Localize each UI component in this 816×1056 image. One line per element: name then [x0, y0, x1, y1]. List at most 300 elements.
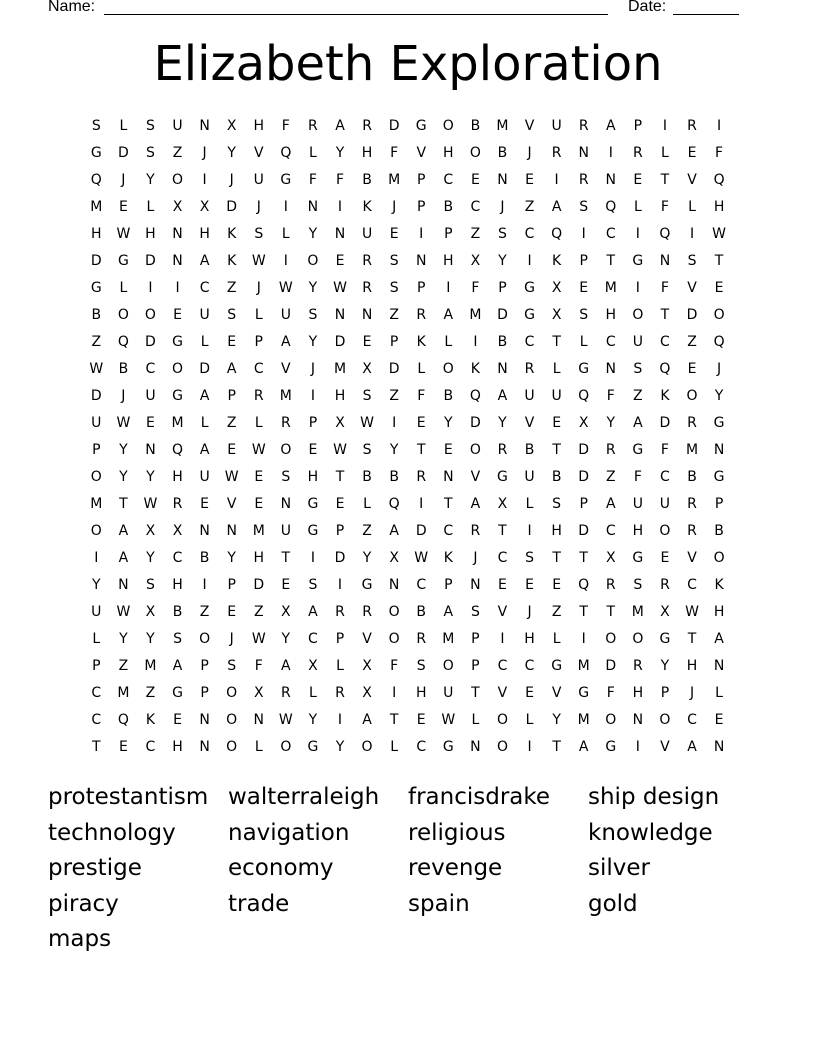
grid-letter: A [687, 739, 698, 755]
grid-letter: G [172, 334, 184, 350]
grid-letter: V [416, 145, 427, 161]
grid-letter: R [362, 118, 373, 134]
grid-letter: O [388, 604, 401, 620]
grid-letter: T [471, 685, 481, 701]
grid-letter: N [361, 307, 373, 323]
grid-letter: N [497, 172, 509, 188]
grid-letter: T [335, 469, 345, 485]
grid-letter: Y [362, 550, 372, 566]
grid-letter: F [606, 388, 616, 404]
grid-row [83, 194, 733, 221]
grid-letter: A [443, 307, 454, 323]
grid-row [83, 572, 733, 599]
grid-letter: C [253, 361, 265, 377]
grid-letter: S [146, 118, 156, 134]
grid-letter: Y [335, 145, 345, 161]
grid-letter: P [417, 199, 426, 215]
grid-letter: C [605, 523, 617, 539]
grid-letter: E [227, 334, 237, 350]
grid-letter: C [687, 712, 698, 728]
grid-letter: G [172, 388, 184, 404]
word-list-item: maps [48, 926, 112, 953]
grid-letter: D [388, 361, 401, 377]
grid-letter: Q [713, 334, 726, 350]
grid-letter: M [442, 631, 455, 647]
grid-letter: E [660, 550, 670, 566]
date-field-line[interactable] [673, 14, 739, 15]
grid-letter: H [443, 253, 455, 269]
grid-letter: K [227, 253, 237, 269]
grid-letter: B [389, 469, 400, 485]
grid-letter: A [605, 118, 617, 134]
grid-letter: O [713, 307, 726, 323]
grid-letter: O [388, 631, 401, 647]
grid-letter: R [687, 118, 698, 134]
grid-letter: H [199, 226, 211, 242]
grid-letter: A [172, 658, 183, 674]
grid-letter: P [660, 685, 670, 701]
grid-letter: U [172, 118, 184, 134]
grid-letter: O [172, 172, 184, 188]
grid-letter: I [310, 388, 316, 404]
grid-letter: I [283, 253, 289, 269]
grid-letter: B [362, 469, 373, 485]
grid-letter: Y [389, 442, 399, 458]
grid-letter: W [414, 550, 429, 566]
grid-letter: R [416, 469, 427, 485]
grid-letter: C [605, 226, 617, 242]
grid-letter: C [524, 226, 535, 242]
grid-letter: Y [146, 550, 156, 566]
grid-letter: H [524, 631, 536, 647]
grid-letter: T [660, 172, 670, 188]
grid-letter: T [416, 442, 426, 458]
grid-letter: W [116, 226, 131, 242]
grid-letter: L [633, 199, 643, 215]
grid-row [83, 302, 733, 329]
grid-letter: V [524, 415, 535, 431]
grid-letter: B [416, 604, 427, 620]
grid-letter: J [473, 550, 478, 566]
grid-letter: H [443, 145, 455, 161]
grid-letter: W [143, 496, 158, 512]
grid-letter: A [551, 199, 562, 215]
grid-letter: N [280, 496, 292, 512]
grid-letter: C [660, 469, 671, 485]
grid-letter: C [199, 280, 210, 296]
grid-letter: R [497, 442, 508, 458]
grid-letter: E [335, 496, 345, 512]
grid-letter: E [173, 307, 183, 323]
grid-letter: M [496, 118, 509, 134]
grid-letter: P [444, 226, 454, 242]
grid-letter: E [687, 361, 697, 377]
grid-letter: P [308, 415, 318, 431]
grid-letter: P [633, 118, 643, 134]
grid-letter: M [388, 172, 401, 188]
grid-letter: R [605, 577, 617, 593]
grid-letter: G [307, 496, 319, 512]
grid-letter: M [631, 604, 645, 620]
grid-letter: N [334, 226, 346, 242]
word-list-item: prestige [48, 855, 142, 882]
grid-letter: C [660, 334, 671, 350]
grid-row [83, 275, 733, 302]
grid-letter: W [441, 712, 456, 728]
grid-letter: Y [552, 712, 562, 728]
grid-letter: J [121, 172, 126, 188]
grid-letter: O [686, 388, 699, 404]
grid-letter: I [689, 226, 695, 242]
grid-letter: R [253, 388, 265, 404]
grid-letter: S [227, 658, 237, 674]
grid-letter: T [119, 496, 129, 512]
grid-letter: M [577, 658, 591, 674]
grid-letter: W [278, 712, 294, 728]
grid-letter: D [90, 388, 103, 404]
grid-letter: D [145, 253, 157, 269]
grid-letter: O [172, 361, 184, 377]
grid-letter: R [605, 442, 617, 458]
grid-letter: H [713, 199, 725, 215]
grid-letter: H [334, 388, 346, 404]
grid-letter: L [119, 118, 128, 134]
grid-letter: W [360, 415, 375, 431]
grid-letter: L [417, 361, 426, 377]
grid-letter: B [524, 442, 535, 458]
grid-letter: L [579, 334, 589, 350]
grid-letter: L [200, 415, 209, 431]
grid-letter: U [551, 118, 563, 134]
grid-letter: D [659, 415, 671, 431]
grid-letter: C [308, 631, 319, 647]
grid-letter: Y [308, 280, 318, 296]
grid-letter: Z [199, 604, 210, 620]
grid-letter: F [606, 685, 616, 701]
grid-letter: G [172, 685, 184, 701]
grid-letter: R [687, 496, 698, 512]
grid-letter: E [118, 199, 129, 215]
grid-letter: B [172, 604, 183, 620]
grid-letter: W [712, 226, 727, 242]
grid-letter: X [199, 199, 210, 215]
grid-letter: L [254, 415, 264, 431]
grid-letter: T [552, 334, 562, 350]
grid-letter: D [415, 523, 428, 539]
grid-letter: E [146, 415, 156, 431]
grid-letter: P [200, 685, 210, 701]
grid-letter: L [552, 361, 562, 377]
grid-letter: V [687, 172, 698, 188]
grid-letter: U [91, 604, 102, 620]
grid-letter: O [442, 658, 455, 674]
grid-letter: B [497, 145, 508, 161]
grid-letter: B [551, 469, 562, 485]
grid-letter: L [471, 712, 480, 728]
grid-letter: Z [389, 307, 400, 323]
grid-letter: J [527, 145, 533, 161]
grid-letter: I [94, 550, 99, 566]
grid-letter: D [226, 199, 238, 215]
word-list-item: religious [408, 819, 506, 846]
grid-letter: M [469, 307, 482, 323]
grid-letter: K [660, 388, 671, 404]
grid-letter: Y [119, 631, 129, 647]
grid-letter: R [416, 307, 427, 323]
grid-letter: Q [388, 496, 401, 512]
grid-letter: A [605, 496, 617, 512]
grid-letter: O [469, 145, 482, 161]
grid-letter: T [714, 253, 724, 269]
grid-letter: D [469, 415, 482, 431]
grid-letter: G [551, 658, 563, 674]
grid-row [83, 167, 733, 194]
grid-letter: F [335, 172, 345, 188]
grid-letter: E [227, 442, 237, 458]
grid-letter: U [524, 469, 536, 485]
grid-letter: Y [660, 658, 670, 674]
grid-letter: E [118, 739, 129, 755]
grid-letter: Q [713, 172, 726, 188]
grid-letter: G [632, 550, 644, 566]
grid-letter: J [310, 361, 316, 377]
grid-letter: X [605, 550, 617, 566]
grid-letter: K [416, 334, 427, 350]
grid-letter: E [525, 685, 535, 701]
grid-letter: Y [146, 469, 156, 485]
grid-letter: N [470, 577, 482, 593]
grid-letter: U [524, 388, 536, 404]
grid-letter: O [605, 712, 617, 728]
word-list-item: gold [588, 890, 638, 917]
grid-letter: O [632, 307, 644, 323]
grid-letter: S [389, 280, 400, 296]
grid-letter: O [307, 253, 319, 269]
grid-letter: S [687, 253, 697, 269]
name-field-line[interactable] [104, 14, 608, 15]
grid-letter: S [308, 307, 318, 323]
grid-letter: O [442, 361, 455, 377]
grid-letter: Q [117, 334, 130, 350]
grid-letter: Z [362, 523, 373, 539]
grid-letter: K [443, 550, 454, 566]
grid-letter: R [280, 685, 292, 701]
grid-letter: E [525, 172, 535, 188]
grid-letter: E [254, 469, 264, 485]
grid-letter: S [416, 658, 427, 674]
grid-letter: P [335, 523, 345, 539]
grid-letter: G [90, 280, 103, 296]
grid-letter: E [579, 280, 589, 296]
grid-letter: Z [524, 199, 535, 215]
grid-letter: Y [498, 253, 508, 269]
grid-letter: S [281, 469, 291, 485]
grid-letter: X [253, 685, 265, 701]
grid-letter: S [498, 226, 508, 242]
grid-letter: R [362, 253, 373, 269]
grid-letter: A [362, 712, 373, 728]
grid-letter: O [117, 307, 130, 323]
grid-row [83, 437, 733, 464]
grid-letter: L [363, 496, 372, 512]
grid-letter: C [416, 739, 427, 755]
grid-letter: P [579, 496, 589, 512]
grid-letter: F [660, 280, 670, 296]
grid-letter: V [687, 280, 698, 296]
grid-letter: X [226, 118, 237, 134]
grid-letter: F [633, 469, 643, 485]
grid-letter: H [686, 658, 698, 674]
grid-row [83, 734, 733, 761]
grid-letter: W [116, 604, 131, 620]
grid-letter: A [470, 496, 481, 512]
grid-letter: Z [226, 415, 237, 431]
grid-letter: H [145, 226, 157, 242]
grid-letter: H [172, 577, 184, 593]
grid-letter: L [281, 226, 291, 242]
grid-letter: C [416, 577, 427, 593]
grid-letter: W [224, 469, 240, 485]
grid-letter: I [581, 226, 587, 242]
grid-letter: J [202, 145, 208, 161]
grid-letter: X [172, 199, 183, 215]
grid-letter: Y [119, 469, 129, 485]
grid-letter: G [361, 577, 373, 593]
grid-letter: B [470, 118, 481, 134]
grid-letter: P [471, 658, 481, 674]
grid-letter: E [389, 226, 400, 242]
grid-letter: S [579, 307, 589, 323]
grid-letter: X [551, 307, 562, 323]
grid-letter: T [579, 550, 589, 566]
grid-letter: X [172, 523, 183, 539]
grid-letter: B [443, 388, 454, 404]
grid-letter: C [145, 361, 156, 377]
grid-letter: I [310, 550, 316, 566]
grid-letter: G [415, 118, 428, 134]
grid-letter: C [524, 658, 535, 674]
grid-letter: H [172, 739, 184, 755]
grid-letter: D [334, 550, 346, 566]
grid-letter: R [280, 415, 292, 431]
grid-letter: R [578, 118, 590, 134]
grid-letter: B [91, 307, 102, 323]
grid-letter: C [443, 172, 454, 188]
grid-letter: B [199, 550, 210, 566]
grid-letter: E [362, 334, 372, 350]
grid-letter: X [145, 604, 156, 620]
grid-letter: V [253, 145, 265, 161]
grid-letter: C [443, 523, 454, 539]
worksheet-header [0, 0, 816, 22]
grid-letter: Q [280, 145, 292, 161]
grid-letter: N [713, 442, 725, 458]
grid-letter: R [335, 604, 346, 620]
grid-letter: P [227, 388, 237, 404]
grid-letter: K [227, 226, 237, 242]
grid-letter: O [469, 442, 482, 458]
grid-letter: O [361, 739, 374, 755]
grid-letter: A [281, 658, 292, 674]
grid-letter: X [470, 253, 481, 269]
grid-letter: L [200, 334, 209, 350]
grid-letter: E [714, 712, 725, 728]
grid-letter: D [388, 118, 401, 134]
grid-letter: E [200, 496, 210, 512]
grid-letter: P [389, 334, 399, 350]
word-list-item: walterraleigh [228, 784, 380, 810]
grid-letter: Q [117, 712, 130, 728]
grid-letter: O [659, 523, 671, 539]
grid-letter: L [309, 685, 318, 701]
word-list-item: ship design [588, 784, 720, 810]
grid-letter: I [337, 577, 343, 593]
grid-letter: D [497, 307, 509, 323]
grid-letter: I [473, 334, 478, 350]
word-list-item: knowledge [588, 819, 713, 846]
grid-row [83, 221, 733, 248]
grid-letter: N [145, 442, 157, 458]
grid-letter: Z [91, 334, 102, 350]
grid-letter: S [525, 550, 535, 566]
grid-letter: E [227, 604, 237, 620]
grid-letter: G [307, 739, 319, 755]
grid-letter: Y [308, 712, 318, 728]
grid-letter: R [524, 361, 535, 377]
grid-letter: B [362, 172, 373, 188]
grid-letter: U [632, 334, 644, 350]
word-list-item: spain [408, 890, 470, 917]
grid-letter: Z [551, 604, 562, 620]
grid-letter: J [689, 685, 695, 701]
grid-letter: F [390, 145, 399, 161]
grid-row [83, 545, 733, 572]
grid-letter: H [172, 469, 184, 485]
grid-letter: L [92, 631, 101, 647]
grid-letter: J [229, 172, 235, 188]
grid-letter: O [199, 631, 211, 647]
grid-letter: M [252, 523, 266, 539]
grid-row [83, 707, 733, 734]
grid-letter: A [199, 442, 210, 458]
grid-letter: R [362, 604, 373, 620]
grid-letter: D [605, 658, 617, 674]
grid-letter: B [714, 523, 725, 539]
grid-letter: P [227, 577, 237, 593]
grid-letter: X [145, 523, 156, 539]
grid-letter: R [578, 172, 590, 188]
grid-letter: I [662, 118, 668, 134]
grid-row [83, 599, 733, 626]
grid-letter: J [717, 361, 722, 377]
grid-letter: U [443, 685, 454, 701]
grid-letter: N [199, 739, 211, 755]
grid-letter: H [253, 118, 265, 134]
grid-letter: I [419, 226, 424, 242]
grid-letter: E [552, 577, 562, 593]
grid-letter: Y [281, 631, 291, 647]
grid-letter: I [527, 523, 533, 539]
grid-letter: R [632, 658, 644, 674]
grid-letter: Z [389, 388, 400, 404]
grid-letter: O [144, 307, 157, 323]
grid-letter: T [579, 604, 589, 620]
grid-letter: E [416, 712, 427, 728]
grid-letter: U [199, 307, 211, 323]
grid-letter: Y [714, 388, 724, 404]
grid-letter: O [442, 118, 455, 134]
grid-letter: V [470, 469, 481, 485]
